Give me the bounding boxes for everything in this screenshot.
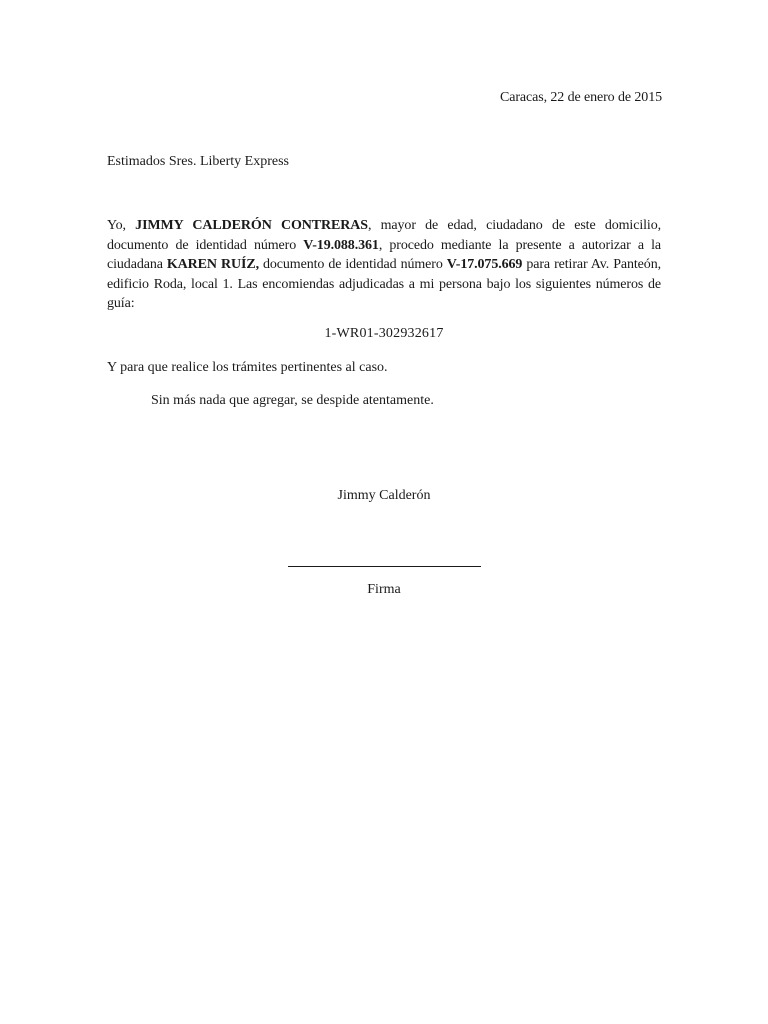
authorizer-name: JIMMY CALDERÓN CONTRERAS — [135, 218, 368, 233]
letter-date: Caracas, 22 de enero de 2015 — [499, 90, 662, 105]
body-text-segment: para retirar Av. Panteón, edificio Roda, local 1. Las encomiendas adjudicadas a mi persona bajo los siguientes números de guía: — [107, 257, 661, 311]
body-text-segment: , mayor de edad, ciudadano de este domicilio, documento de identidad número — [107, 218, 661, 253]
farewell-line: Sin más nada que agregar, se despide atentamente. — [151, 393, 434, 408]
signer-name: Jimmy Calderón — [337, 488, 431, 503]
signature-label: Firma — [367, 582, 401, 597]
body-text-segment: documento de identidad número — [258, 257, 447, 272]
authorized-name: KAREN RUÍZ, — [166, 257, 259, 272]
letter-body-paragraph — [107, 216, 661, 314]
tracking-number: 1-WR01-302932617 — [324, 326, 444, 341]
authorized-id: V-17.075.669 — [446, 257, 523, 272]
closing-line: Y para que realice los trámites pertinentes al caso. — [107, 360, 388, 375]
body-text-segment: , procedo mediante la presente a autorizar a la ciudadana — [107, 237, 661, 272]
letter-greeting: Estimados Sres. Liberty Express — [107, 154, 289, 169]
body-text-segment: Yo, — [107, 218, 136, 233]
authorizer-id: V-19.088.361 — [303, 237, 379, 253]
signature-line — [288, 566, 481, 567]
